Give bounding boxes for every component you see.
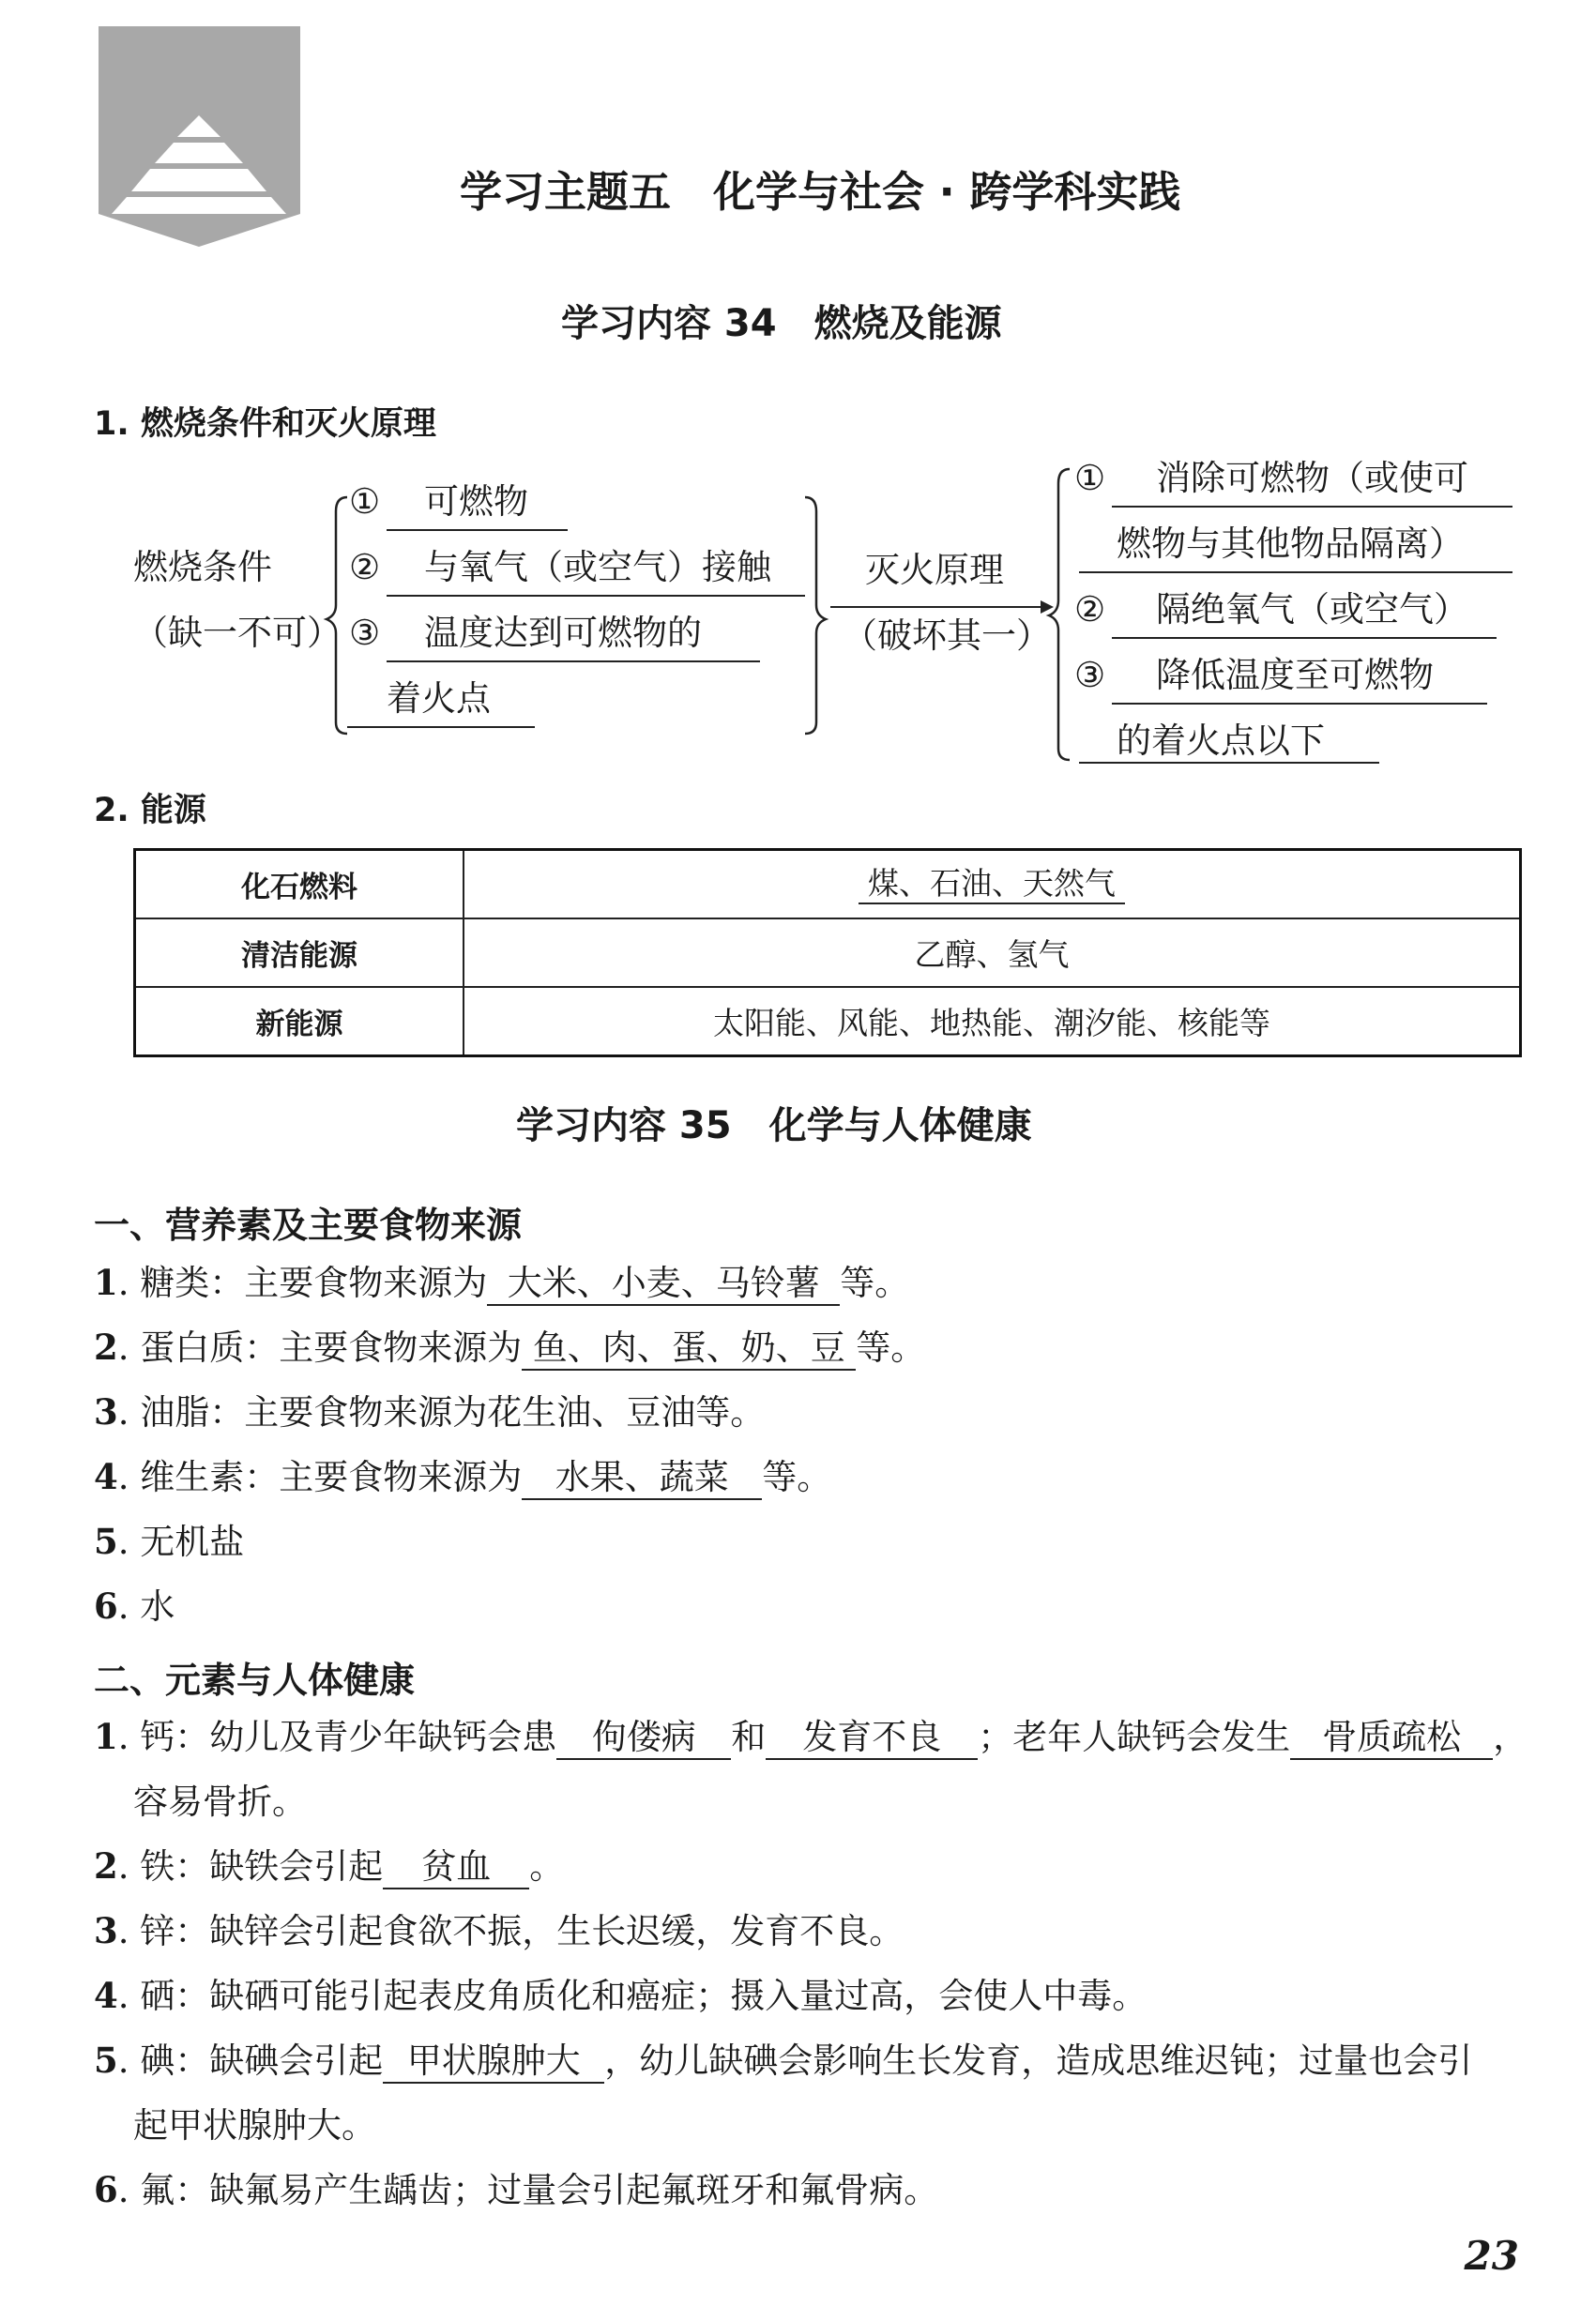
- energy-value-cell: 太阳能、风能、地热能、潮汐能、核能等: [464, 987, 1521, 1056]
- list-item: 3. 油脂：主要食物来源为花生油、豆油等。: [94, 1391, 766, 1433]
- list-item: 5. 碘：缺碘会引起 甲状腺肿大 ，幼儿缺碘会影响生长发育，造成思维迟钝；过量也会引: [94, 2043, 1472, 2084]
- principle-3-text: 降低温度至可燃物: [1156, 655, 1434, 695]
- iron-end: 。: [529, 1846, 565, 1887]
- answer-blank: 佝偻病: [556, 1720, 731, 1760]
- condition-1-text: 可燃物: [424, 481, 528, 522]
- answer-blank: 鱼、肉、蛋、奶、豆: [522, 1330, 856, 1371]
- calcium-text-cont: 容易骨折。: [133, 1782, 307, 1822]
- nutrient-text-end: 等。: [856, 1327, 926, 1368]
- item-1-title: 1. 燃烧条件和灭火原理: [94, 405, 436, 443]
- condition-2-text: 与氧气（或空气）接触: [424, 547, 771, 587]
- item-number: 6: [94, 1585, 118, 1627]
- item-number: 3: [94, 1391, 118, 1433]
- pyramid-logo-icon: [99, 26, 300, 247]
- extinguishing-principle-note: （破坏其一）: [843, 615, 1051, 656]
- table-row: [135, 918, 1521, 987]
- item-number: 1: [94, 1262, 118, 1303]
- answer-blank: 甲状腺肿大: [383, 2043, 604, 2084]
- combustion-conditions-label: 燃烧条件: [133, 547, 272, 587]
- principle-1-num: ①: [1074, 458, 1106, 498]
- principle-1-text: 消除可燃物（或使可: [1156, 458, 1468, 498]
- list-item: 6. 水: [94, 1585, 175, 1627]
- fluorine-text: 氟：缺氟易产生龋齿；过量会引起氟斑牙和氟骨病。: [140, 2170, 939, 2210]
- answer-blank: 大米、小麦、马铃薯: [487, 1266, 840, 1306]
- list-item: 4. 维生素：主要食物来源为 水果、蔬菜 等。: [94, 1460, 831, 1500]
- page-number: 23: [1464, 2233, 1519, 2279]
- list-item: 2. 蛋白质：主要食物来源为 鱼、肉、蛋、奶、豆 等。: [94, 1330, 925, 1371]
- list-item: 2. 铁：缺铁会引起 贫血 。: [94, 1849, 564, 1889]
- answer-blank: 水果、蔬菜: [522, 1460, 762, 1500]
- principle-3-text-cont: 的着火点以下: [1117, 721, 1325, 761]
- condition-1-num: ①: [349, 481, 381, 522]
- table-row: [135, 987, 1521, 1056]
- list-item: 1. 钙：幼儿及青少年缺钙会患 佝偻病 和 发育不良 ；老年人缺钙会发生 骨质疏松 ，: [94, 1720, 1528, 1760]
- item-number: 5: [94, 1521, 118, 1562]
- iodine-text: 碘：缺碘会引起: [140, 2041, 384, 2081]
- table-row: [135, 850, 1521, 919]
- energy-value-blank: 煤、石油、天然气: [859, 868, 1125, 904]
- zinc-text: 锌：缺锌会引起食欲不振，生长迟缓，发育不良。: [140, 1911, 904, 1951]
- list-item: 4. 硒：缺硒可能引起表皮角质化和癌症；摄入量过高，会使人中毒。: [94, 1975, 1148, 2016]
- item-number: 2: [94, 1327, 118, 1368]
- answer-blank: 贫血: [383, 1849, 529, 1889]
- section-34-title: 学习内容 34 燃烧及能源: [561, 302, 1002, 345]
- list-item: 1. 糖类：主要食物来源为 大米、小麦、马铃薯 等。: [94, 1266, 909, 1306]
- nutrient-text: 维生素：主要食物来源为: [140, 1457, 523, 1497]
- calcium-comma: ，: [1493, 1717, 1528, 1757]
- calcium-and: 和: [731, 1717, 767, 1757]
- calcium-text-2: ；老年人缺钙会发生: [978, 1717, 1291, 1757]
- principle-3-num: ③: [1074, 655, 1106, 695]
- energy-type-cell: 新能源: [135, 987, 464, 1056]
- main-title: 学习主题五 化学与社会 · 跨学科实践: [460, 167, 1181, 217]
- list-item: 6. 氟：缺氟易产生龋齿；过量会引起氟斑牙和氟骨病。: [94, 2169, 939, 2210]
- energy-value-cell: [464, 850, 1521, 919]
- list-item: 3. 锌：缺锌会引起食欲不振，生长迟缓，发育不良。: [94, 1910, 904, 1951]
- calcium-text: 钙：幼儿及青少年缺钙会患: [140, 1717, 557, 1757]
- energy-table: [133, 848, 1522, 1057]
- nutrient-text: 蛋白质：主要食物来源为: [140, 1327, 523, 1368]
- item-number: 4: [94, 1456, 118, 1497]
- part-1-title: 一、营养素及主要食物来源: [94, 1205, 523, 1246]
- part-2-title: 二、元素与人体健康: [94, 1660, 416, 1701]
- list-item: 5. 无机盐: [94, 1521, 245, 1562]
- nutrient-text-end: 等。: [762, 1457, 832, 1497]
- nutrient-text: 无机盐: [140, 1522, 245, 1562]
- section-35-title: 学习内容 35 化学与人体健康: [516, 1104, 1032, 1147]
- principle-2-text: 隔绝氧气（或空气）: [1156, 589, 1468, 630]
- selenium-text: 硒：缺硒可能引起表皮角质化和癌症；摄入量过高，会使人中毒。: [140, 1976, 1148, 2016]
- iodine-text-cont: 起甲状腺肿大。: [133, 2105, 376, 2146]
- item-2-title: 2. 能源: [94, 792, 206, 829]
- condition-3-num: ③: [349, 613, 381, 653]
- answer-blank: 发育不良: [766, 1720, 978, 1760]
- energy-type-cell: 化石燃料: [135, 850, 464, 919]
- extinguishing-principle-label: 灭火原理: [865, 550, 1004, 590]
- condition-2-num: ②: [349, 547, 381, 587]
- combustion-diagram: [122, 450, 1529, 769]
- energy-value-cell: 乙醇、氢气: [464, 918, 1521, 987]
- condition-3-text: 温度达到可燃物的: [424, 613, 702, 653]
- iron-text: 铁：缺铁会引起: [140, 1846, 384, 1887]
- condition-3-text-cont: 着火点: [387, 678, 491, 719]
- nutrient-text-end: 等。: [840, 1263, 910, 1303]
- nutrient-text: 油脂：主要食物来源为花生油、豆油等。: [140, 1392, 766, 1433]
- nutrient-text: 水: [140, 1586, 175, 1627]
- principle-1-text-cont: 燃物与其他物品隔离）: [1117, 523, 1464, 564]
- combustion-conditions-note: （缺一不可）: [133, 613, 342, 653]
- answer-blank: 骨质疏松: [1290, 1720, 1493, 1760]
- nutrient-text: 糖类：主要食物来源为: [140, 1263, 488, 1303]
- iodine-text-2: ，幼儿缺碘会影响生长发育，造成思维迟钝；过量也会引: [604, 2041, 1473, 2081]
- energy-type-cell: 清洁能源: [135, 918, 464, 987]
- principle-2-num: ②: [1074, 589, 1106, 630]
